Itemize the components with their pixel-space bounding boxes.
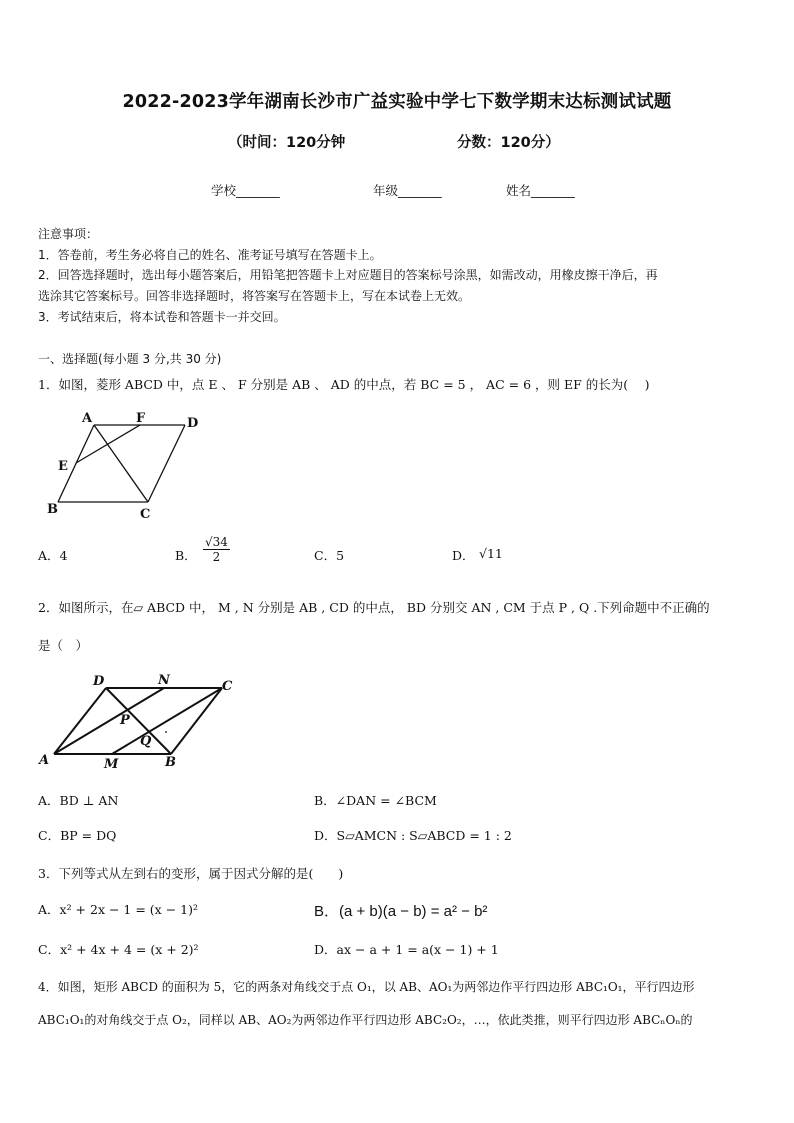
q1-option-d-value: √11 bbox=[479, 546, 503, 561]
page-title: 2022-2023学年湖南长沙市广益实验中学七下数学期末达标测试试题 bbox=[122, 92, 672, 112]
figure-label: A bbox=[82, 411, 93, 426]
notes-item: 2．回答选择题时，选出每小题答案后，用铅笔把答题卡上对应题目的答案标号涂黑，如需改动，用橡皮擦干净后，再 bbox=[38, 268, 658, 282]
question-3-text: 3．下列等式从左到右的变形，属于因式分解的是( ) bbox=[38, 866, 344, 881]
q3-option-a: A．x² + 2x − 1 = (x − 1)² bbox=[38, 902, 198, 917]
section-heading: 一、选择题(每小题 3 分,共 30 分) bbox=[38, 352, 222, 366]
question-1-text: 1．如图，菱形 ABCD 中，点 E 、 F 分别是 AB 、 AD 的中点，若 BC = 5 ， AC = 6 ，则 EF 的长为( ) bbox=[38, 377, 650, 392]
fraction-denominator: 2 bbox=[212, 550, 221, 564]
figure-label: D bbox=[187, 416, 199, 431]
figure-label: B bbox=[165, 755, 176, 770]
figure-label: P bbox=[120, 713, 130, 728]
q1-option-a: A．4 bbox=[38, 548, 68, 563]
q3-option-d: D．ax − a + 1 = a(x − 1) + 1 bbox=[314, 942, 499, 957]
figure-label: B bbox=[47, 502, 58, 517]
figure-label: C bbox=[222, 679, 233, 694]
figure-label: A bbox=[39, 753, 50, 768]
figure-label: M bbox=[104, 757, 119, 772]
grade-field: 年级_______ bbox=[373, 183, 442, 198]
q1-option-b: B． bbox=[175, 548, 197, 563]
q3-option-b: B．(a + b)(a − b) = a² − b² bbox=[314, 903, 488, 920]
figure-label: C bbox=[140, 507, 151, 522]
figure-label: Q bbox=[140, 734, 152, 749]
q2-option-c: C．BP = DQ bbox=[38, 828, 117, 843]
parallelogram-figure bbox=[34, 670, 244, 775]
notes-item: 选涂其它答案标号。回答非选择题时，将答案写在答题卡上，写在本试卷上无效。 bbox=[38, 289, 471, 303]
question-2-text: 2．如图所示，在▱ ABCD 中， M , N 分别是 AB , CD 的中点， BD 分别交 AN , CM 于点 P , Q .下列命题中不正确的 bbox=[38, 600, 710, 615]
q1-option-b-fraction bbox=[203, 535, 230, 564]
figure-label: N bbox=[158, 673, 170, 688]
notes-item: 1．答卷前，考生务必将自己的姓名、准考证号填写在答题卡上。 bbox=[38, 248, 382, 262]
rhombus-figure bbox=[44, 405, 214, 525]
exam-time: （时间：120分钟 bbox=[228, 135, 346, 151]
exam-score: 分数：120分） bbox=[457, 135, 560, 151]
q2-option-b: B．∠DAN = ∠BCM bbox=[314, 793, 437, 808]
q3-option-c: C．x² + 4x + 4 = (x + 2)² bbox=[38, 942, 199, 957]
q1-option-d: D． bbox=[452, 548, 475, 563]
notes-heading: 注意事项： bbox=[38, 227, 99, 241]
question-4-line-1: 4．如图，矩形 ABCD 的面积为 5，它的两条对角线交于点 O₁，以 AB、AO₁为两邻边作平行四边形 ABC₁O₁，平行四边形 bbox=[38, 980, 695, 994]
q2-option-d: D．S▱AMCN : S▱ABCD = 1 : 2 bbox=[314, 828, 512, 843]
figure-label: F bbox=[136, 411, 146, 426]
q2-option-a: A．BD ⊥ AN bbox=[38, 793, 119, 808]
fraction-numerator: √34 bbox=[205, 535, 228, 549]
question-4-line-2: ABC₁O₁的对角线交于点 O₂，同样以 AB、AO₂为两邻边作平行四边形 ABC₂O₂，…，依此类推，则平行四边形 ABCₙOₙ的 bbox=[38, 1013, 693, 1027]
figure-label: E bbox=[58, 459, 68, 474]
school-field: 学校_______ bbox=[211, 183, 280, 198]
name-field: 姓名_______ bbox=[506, 183, 575, 198]
question-2-text-cont: 是（ ） bbox=[38, 638, 89, 653]
figure-label: D bbox=[93, 674, 105, 689]
notes-item: 3．考试结束后，将本试卷和答题卡一并交回。 bbox=[38, 310, 286, 324]
q1-option-c: C．5 bbox=[314, 548, 345, 563]
